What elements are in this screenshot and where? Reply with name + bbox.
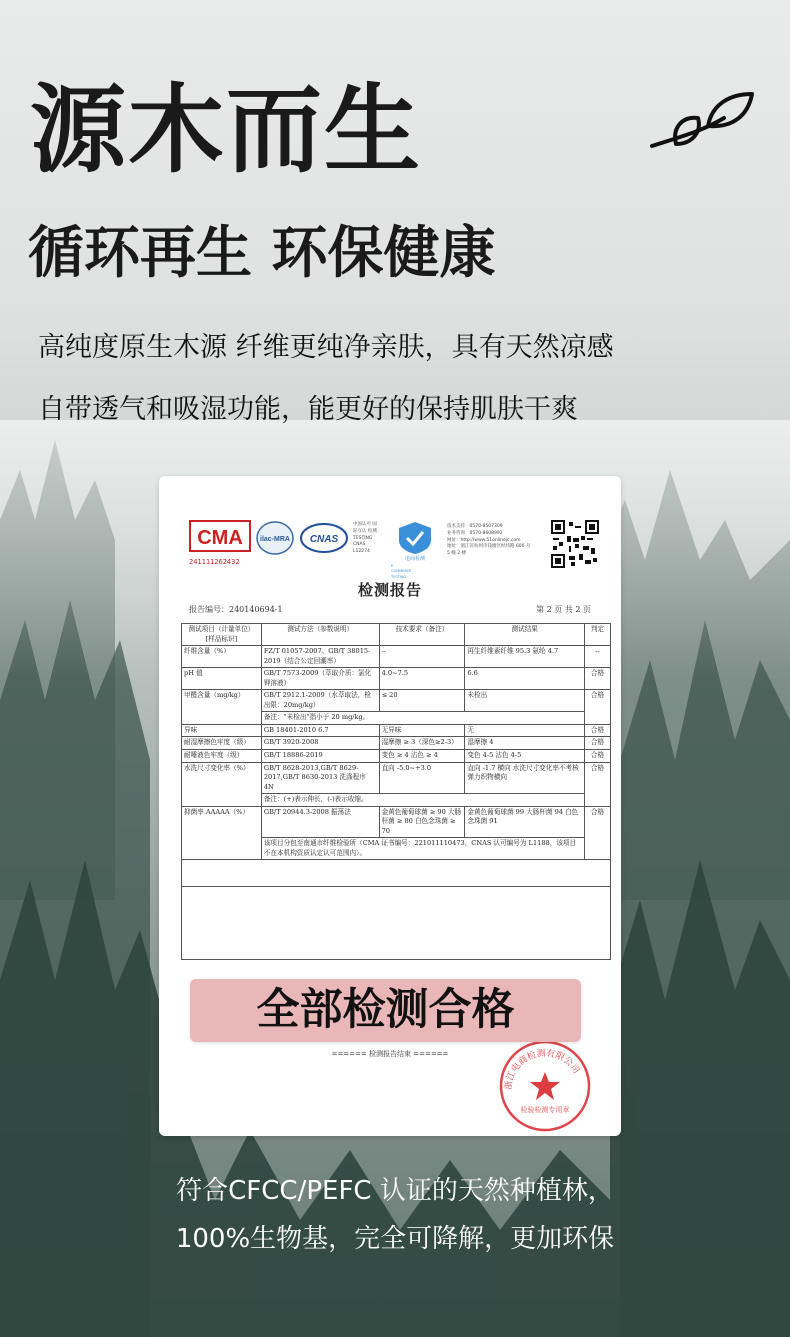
report-number: 报告编号：240140694-1 bbox=[189, 605, 283, 614]
note-shrink: 备注：(+)表示伸长，(-)表示收缩。 bbox=[261, 794, 584, 807]
table-row bbox=[182, 690, 611, 712]
cell-result: 再生纤维素纤维 95.3 氨纶 4.7 bbox=[465, 646, 585, 668]
svg-text:CMA: CMA bbox=[197, 527, 243, 549]
header-cell: 测试项目（计量单位）[样品标识] bbox=[182, 624, 262, 646]
cell-judgement: 合格 bbox=[585, 668, 611, 690]
cell-result: 金黄色葡萄球菌 99 大肠杆菌 94 白色念珠菌 91 bbox=[465, 806, 585, 838]
description-line-1: 高纯度原生木源 纤维更纯净亲肤，具有天然凉感 bbox=[38, 332, 614, 363]
ecommerce-testing-logo bbox=[393, 520, 437, 564]
cell-judgement: 合格 bbox=[585, 737, 611, 750]
cell-item: 水洗尺寸变化率（%） bbox=[182, 762, 262, 806]
cell-method: FZ/T 01057-2007、GB/T 38015-2019（结合公定回潮率） bbox=[261, 646, 379, 668]
ilac-mra-logo bbox=[255, 520, 295, 556]
cell-requirement: 无异味 bbox=[379, 724, 465, 737]
report-end-marker: ====== 检测报告结束 ====== bbox=[331, 1050, 449, 1058]
cell-requirement: ≤ 20 bbox=[379, 690, 465, 712]
cma-logo bbox=[189, 520, 251, 556]
cell-requirement: 金黄色葡萄球菌 ≥ 90 大肠杆菌 ≥ 80 白色念珠菌 ≥ 70 bbox=[379, 806, 465, 838]
cell-requirement: 变色 ≥ 4 沾色 ≥ 4 bbox=[379, 750, 465, 763]
footer-line-1: 符合CFCC/PEFC 认证的天然种植林， bbox=[176, 1176, 614, 1206]
contact-line: 地址：浙江省杭州市钱塘区经纬路 600 号 bbox=[447, 544, 531, 550]
svg-text:检验检测专用章: 检验检测专用章 bbox=[520, 1106, 570, 1114]
cell-item: 纤维含量（%） bbox=[182, 646, 262, 668]
cell-result: 变色 4-5 沾色 4-5 bbox=[465, 750, 585, 763]
cell-judgement: 合格 bbox=[585, 762, 611, 806]
cell-item: 耐湿摩擦色牢度（级） bbox=[182, 737, 262, 750]
report-title: 检测报告 bbox=[357, 581, 422, 599]
cell-item: pH 值 bbox=[182, 668, 262, 690]
cell-item: 抑菌率 AAAAA（%） bbox=[182, 806, 262, 860]
cell-result: 直向 -1.7 横向 水洗尺寸变化率不考核弹力织物横向 bbox=[465, 762, 585, 794]
cell-result: 湿摩擦 4 bbox=[465, 737, 585, 750]
contact-line: 技术支持：0570-8507309 bbox=[447, 524, 503, 529]
cell-judgement: -- bbox=[585, 646, 611, 668]
contact-line: 业务咨询：0570-8608992 bbox=[447, 530, 503, 536]
cell-requirement: 直向 -5.0~+3.0 bbox=[379, 762, 465, 794]
table-row bbox=[182, 762, 611, 794]
ecommerce-subtitle: E-COMMERCE TESTING bbox=[391, 564, 412, 579]
cell-result: 未检出 bbox=[465, 690, 585, 712]
header-cell: 判定 bbox=[585, 624, 611, 646]
cnas-side-text: 中国认可 国际互认 检测 TESTING CNAS L12274 bbox=[353, 522, 377, 554]
note-subcontract: 该项目分包至南通市纤维检验所（CMA 证书编号：221011110473，CNAS 认可编号为 L1188，该项目不在本机构资质认定认可范围内）。 bbox=[261, 838, 584, 860]
cell-item: 耐唾液色牢度（级） bbox=[182, 750, 262, 763]
description-line-2: 自带透气和吸湿功能，能更好的保持肌肤干爽 bbox=[38, 394, 578, 425]
svg-text:ilac-MRA: ilac-MRA bbox=[260, 536, 290, 543]
contact-line: 网址：http://www.51onlinejc.com bbox=[447, 537, 521, 543]
cnas-logo bbox=[299, 522, 349, 554]
leaf-icon bbox=[646, 88, 758, 160]
cell-judgement: 合格 bbox=[585, 750, 611, 763]
table-row bbox=[182, 646, 611, 668]
footer-line-2: 100%生物基，完全可降解，更加环保 bbox=[175, 1224, 615, 1254]
header-cell: 技术要求（备注） bbox=[379, 624, 465, 646]
header-cell: 测试结果 bbox=[465, 624, 585, 646]
official-seal-stamp bbox=[497, 1038, 593, 1134]
cell-item: 甲醛含量（mg/kg） bbox=[182, 690, 262, 725]
table-header-row bbox=[182, 624, 611, 646]
svg-text:浙江电商检测有限公司: 浙江电商检测有限公司 bbox=[503, 1048, 582, 1091]
cma-number: 241111262432 bbox=[189, 558, 240, 566]
table-row bbox=[182, 724, 611, 737]
subtitle: 循环再生 环保健康 bbox=[28, 221, 496, 286]
svg-text:电商检测: 电商检测 bbox=[404, 556, 426, 562]
cell-method: GB 18401-2010 6.7 bbox=[261, 724, 379, 737]
all-tests-passed-banner bbox=[190, 979, 581, 1042]
table-row bbox=[182, 806, 611, 838]
cell-method: GB/T 7573-2009（萃取介质：氯化钾溶液） bbox=[261, 668, 379, 690]
cell-result: 无 bbox=[465, 724, 585, 737]
cell-judgement: 合格 bbox=[585, 806, 611, 860]
table-row bbox=[182, 750, 611, 763]
cell-judgement: 合格 bbox=[585, 690, 611, 725]
cell-result: 6.6 bbox=[465, 668, 585, 690]
main-title: 源木而生 bbox=[30, 74, 422, 186]
table-spacer-row bbox=[182, 860, 611, 887]
report-page: 第 2 页 共 2 页 bbox=[536, 605, 591, 614]
qr-code bbox=[551, 520, 599, 568]
table-row bbox=[182, 668, 611, 690]
note-formaldehyde: 备注："未检出"指小于 20 mg/kg。 bbox=[261, 712, 584, 725]
cell-item: 异味 bbox=[182, 724, 262, 737]
cell-method: GB/T 20944.3-2008 振荡法 bbox=[261, 806, 379, 838]
cell-method: GB/T 18886-2019 bbox=[261, 750, 379, 763]
cell-requirement: 湿摩擦 ≥ 3（深色≥2-3） bbox=[379, 737, 465, 750]
report-table bbox=[181, 623, 611, 960]
cell-requirement: -- bbox=[379, 646, 465, 668]
banner-text: 全部检测合格 bbox=[256, 985, 515, 1035]
contact-line: 5 幢 2 楼 bbox=[447, 551, 467, 556]
table-row bbox=[182, 737, 611, 750]
cell-judgement: 合格 bbox=[585, 724, 611, 737]
svg-text:CNAS: CNAS bbox=[309, 534, 339, 545]
header-cell: 测试方法（参数说明） bbox=[261, 624, 379, 646]
cell-method: GB/T 8628-2013,GB/T 8629-2017,GB/T 8630-2013 洗涤程序 4N bbox=[261, 762, 379, 794]
cell-requirement: 4.0~7.5 bbox=[379, 668, 465, 690]
cell-method: GB/T 2912.1-2009（水萃取法，检出限：20mg/kg） bbox=[261, 690, 379, 712]
cell-method: GB/T 3920-2008 bbox=[261, 737, 379, 750]
table-spacer-row bbox=[182, 887, 611, 960]
